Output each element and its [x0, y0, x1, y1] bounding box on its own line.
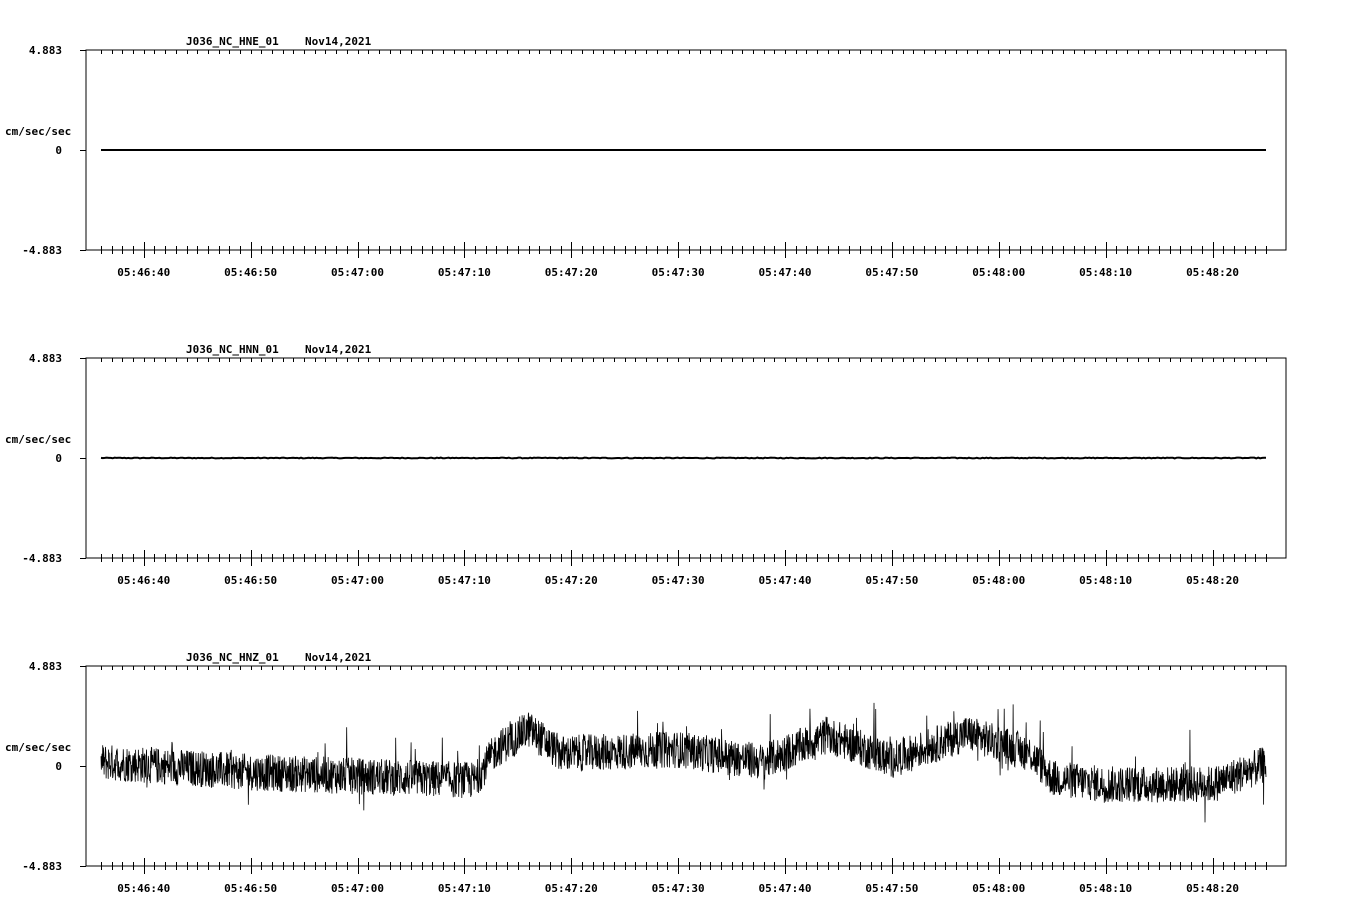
- x-tick-label: 05:46:50: [224, 266, 278, 279]
- x-tick-label: 05:48:20: [1186, 574, 1240, 587]
- x-tick-label: 05:47:30: [651, 574, 705, 587]
- chart-panel-1: [5, 35, 1286, 279]
- y-axis-label: cm/sec/sec: [5, 741, 72, 754]
- x-tick-label: 05:47:20: [544, 574, 598, 587]
- x-tick-label: 05:47:40: [758, 574, 812, 587]
- chart-panel-2: [5, 343, 1286, 587]
- x-tick-label: 05:48:10: [1079, 882, 1133, 895]
- x-tick-label: 05:48:20: [1186, 882, 1240, 895]
- x-tick-label: 05:48:00: [972, 266, 1026, 279]
- channel-title: J036_NC_HNZ_01: [186, 651, 279, 664]
- y-tick-label: 0: [55, 760, 62, 773]
- y-tick-label: 4.883: [28, 660, 62, 673]
- x-tick-label: 05:46:40: [117, 882, 171, 895]
- x-tick-label: 05:47:00: [331, 266, 385, 279]
- x-tick-label: 05:47:50: [865, 882, 919, 895]
- x-tick-label: 05:48:00: [972, 574, 1026, 587]
- x-tick-label: 05:48:20: [1186, 266, 1240, 279]
- x-tick-label: 05:47:50: [865, 574, 919, 587]
- y-tick-label: -4.883: [22, 552, 62, 565]
- x-tick-label: 05:48:10: [1079, 266, 1133, 279]
- x-tick-label: 05:47:50: [865, 266, 919, 279]
- x-tick-label: 05:47:30: [651, 266, 705, 279]
- x-tick-label: 05:46:50: [224, 574, 278, 587]
- x-tick-label: 05:48:00: [972, 882, 1026, 895]
- y-tick-label: 4.883: [28, 44, 62, 57]
- x-tick-label: 05:47:10: [437, 882, 491, 895]
- x-tick-label: 05:47:20: [544, 266, 598, 279]
- date-label: Nov14,2021: [305, 343, 372, 356]
- waveform-trace: [101, 703, 1266, 822]
- x-tick-label: 05:48:10: [1079, 574, 1133, 587]
- waveform-trace: [101, 458, 1266, 459]
- x-tick-label: 05:46:50: [224, 882, 278, 895]
- y-tick-label: 0: [55, 144, 62, 157]
- y-tick-label: -4.883: [22, 860, 62, 873]
- x-tick-label: 05:47:40: [758, 882, 812, 895]
- x-tick-label: 05:47:00: [331, 882, 385, 895]
- x-tick-label: 05:47:10: [437, 266, 491, 279]
- x-tick-label: 05:47:10: [437, 574, 491, 587]
- x-tick-label: 05:47:20: [544, 882, 598, 895]
- x-tick-label: 05:47:30: [651, 882, 705, 895]
- date-label: Nov14,2021: [305, 35, 372, 48]
- date-label: Nov14,2021: [305, 651, 372, 664]
- x-tick-label: 05:47:40: [758, 266, 812, 279]
- y-axis-label: cm/sec/sec: [5, 125, 72, 138]
- y-axis-label: cm/sec/sec: [5, 433, 72, 446]
- y-tick-label: 4.883: [28, 352, 62, 365]
- x-tick-label: 05:46:40: [117, 574, 171, 587]
- chart-panel-3: [5, 651, 1286, 895]
- y-tick-label: 0: [55, 452, 62, 465]
- x-tick-label: 05:46:40: [117, 266, 171, 279]
- x-tick-label: 05:47:00: [331, 574, 385, 587]
- y-tick-label: -4.883: [22, 244, 62, 257]
- channel-title: J036_NC_HNE_01: [186, 35, 279, 48]
- channel-title: J036_NC_HNN_01: [186, 343, 279, 356]
